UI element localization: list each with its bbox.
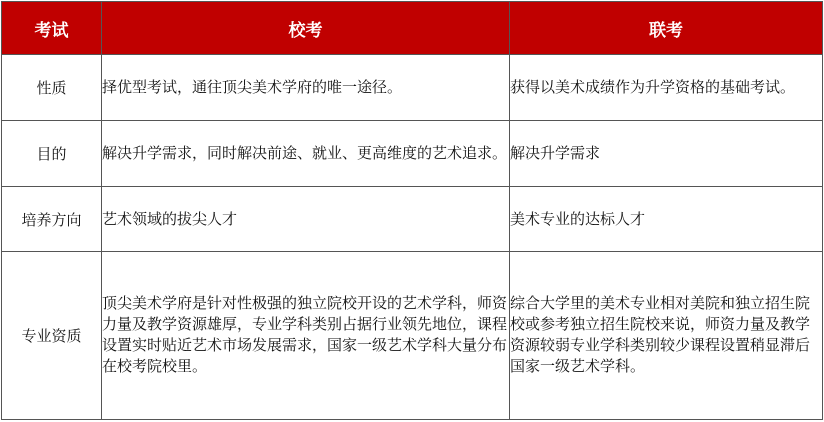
row-purpose <box>2 121 823 187</box>
school-exam-cell: 择优型考试，通往顶尖美术学府的唯一途径。 <box>102 55 510 121</box>
row-label: 目的 <box>2 121 102 187</box>
school-exam-cell: 解决升学需求，同时解决前途、就业、更高维度的艺术追求。 <box>102 121 510 187</box>
header-row <box>2 2 823 55</box>
joint-exam-cell: 获得以美术成绩作为升学资格的基础考试。 <box>510 55 823 121</box>
row-training-direction <box>2 187 823 251</box>
row-label: 专业资质 <box>2 251 102 419</box>
header-joint-exam: 联考 <box>510 2 823 55</box>
joint-exam-cell: 美术专业的达标人才 <box>510 187 823 251</box>
row-label: 培养方向 <box>2 187 102 251</box>
header-exam: 考试 <box>2 2 102 55</box>
joint-exam-cell: 解决升学需求 <box>510 121 823 187</box>
row-nature <box>2 55 823 121</box>
joint-exam-cell: 综合大学里的美术专业相对美院和独立招生院校或参考独立招生院校来说，师资力量及教学资源较弱专业学科类别较少课程设置稍显滞后国家一级艺术学科。 <box>510 251 823 419</box>
row-label: 性质 <box>2 55 102 121</box>
header-school-exam: 校考 <box>102 2 510 55</box>
row-qualification <box>2 251 823 419</box>
school-exam-cell: 艺术领域的拔尖人才 <box>102 187 510 251</box>
comparison-table <box>1 1 823 420</box>
school-exam-cell: 顶尖美术学府是针对性极强的独立院校开设的艺术学科，师资力量及教学资源雄厚，专业学科类别占据行业领先地位，课程设置实时贴近艺术市场发展需求，国家一级艺术学科大量分布在校考院校里。 <box>102 251 510 419</box>
